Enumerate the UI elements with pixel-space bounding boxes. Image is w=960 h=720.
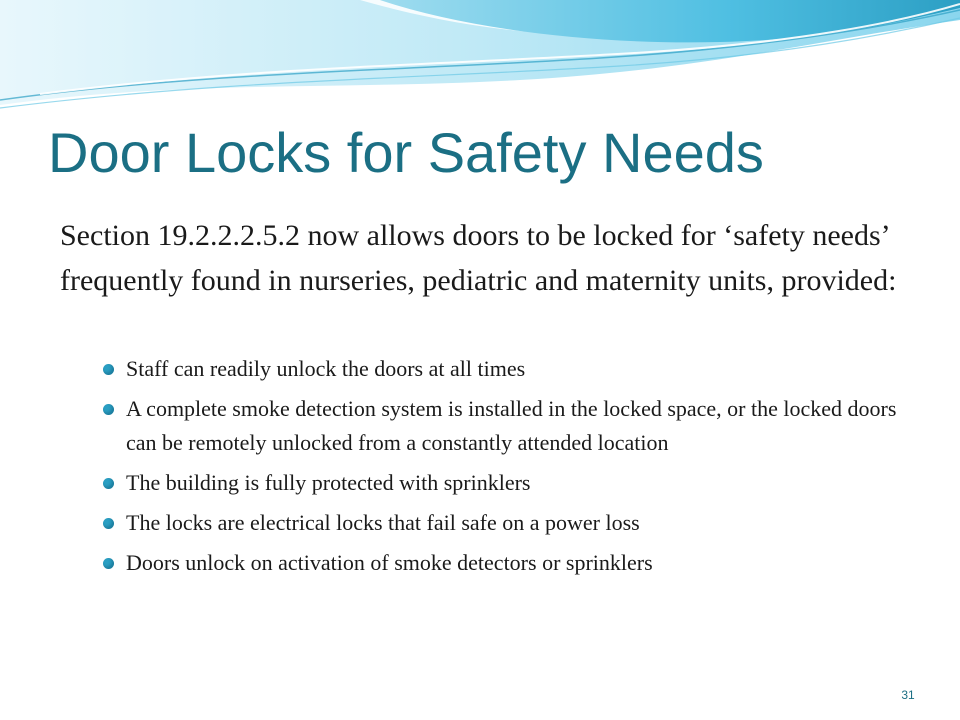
list-item-text: Staff can readily unlock the doors at all times [126, 356, 526, 381]
list-item-text: The locks are electrical locks that fail safe on a power loss [126, 510, 640, 535]
bullet-list [100, 352, 900, 580]
bullet-dot-icon [103, 404, 114, 415]
list-item [100, 466, 900, 500]
list-item-text: Doors unlock on activation of smoke detectors or sprinklers [126, 550, 653, 575]
list-item [100, 352, 900, 386]
list-item [100, 546, 900, 580]
list-item-text: A complete smoke detection system is installed in the locked space, or the locked doors can be remotely unlocked from a constantly attended location [126, 396, 897, 455]
bullet-dot-icon [103, 518, 114, 529]
bullet-dot-icon [103, 478, 114, 489]
slide-title: Door Locks for Safety Needs [48, 121, 764, 184]
bullet-dot-icon [103, 558, 114, 569]
header-wave-decoration [0, 0, 960, 130]
bullet-dot-icon [103, 364, 114, 375]
intro-paragraph: Section 19.2.2.2.5.2 now allows doors to be locked for ‘safety needs’ frequently found in nurseries, pediatric and maternity units, provided: [60, 219, 897, 297]
list-item [100, 506, 900, 540]
list-item-text: The building is fully protected with sprinklers [126, 470, 531, 495]
page-number: 31 [901, 688, 915, 702]
list-item [100, 392, 900, 460]
